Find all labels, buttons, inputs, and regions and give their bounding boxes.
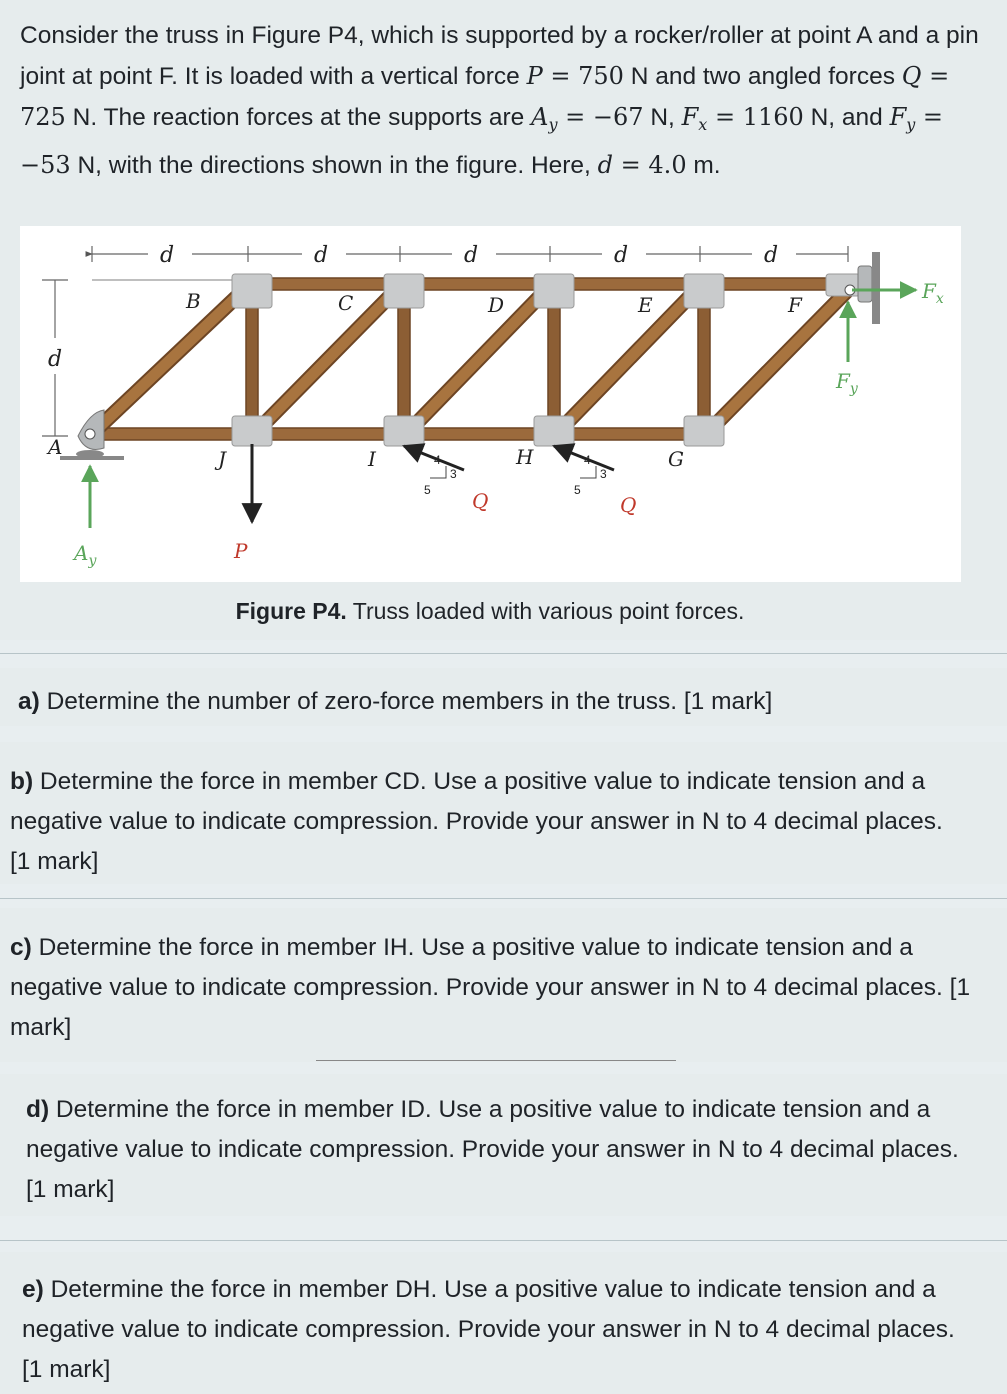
question-a-label: a): [18, 688, 40, 715]
pin-support-f: [845, 252, 880, 324]
dim-label-5: d: [764, 243, 779, 268]
load-label-q2: Q: [620, 493, 637, 517]
node-label-j: J: [218, 447, 227, 471]
question-d: [0, 1074, 1007, 1216]
slope-run-2: 4: [584, 453, 591, 467]
question-b: [0, 742, 1007, 884]
intro-text-2: N and two angled forces: [623, 63, 902, 90]
question-b-label: b): [10, 768, 34, 795]
intro-text-6: N, with the directions shown in the figure. Here,: [70, 152, 598, 179]
math-Fy-sub: y: [906, 115, 916, 134]
node-label-d: D: [488, 293, 505, 317]
math-Ay-sub: y: [548, 115, 558, 134]
math-Fy: F: [889, 103, 907, 131]
math-P-value: = 750: [542, 62, 624, 90]
node-label-g: G: [668, 447, 684, 471]
truss-diagram: [20, 226, 961, 582]
slope-hyp-1: 5: [424, 483, 431, 497]
intro-text-4: N,: [643, 104, 682, 131]
math-Fx: F: [681, 103, 699, 131]
node-label-b: B: [186, 289, 201, 313]
question-e: [0, 1252, 1007, 1394]
figure-caption: [0, 598, 980, 625]
intro-text-3: N. The reaction forces at the supports are: [65, 104, 532, 131]
question-c-label: c): [10, 934, 32, 961]
problem-statement: [20, 16, 980, 186]
dim-label-1: d: [160, 243, 175, 268]
dim-label-vertical: d: [48, 347, 63, 372]
question-d-label: d): [26, 1096, 50, 1123]
load-label-fx: $F_x$: [922, 279, 944, 307]
slope-hyp-2: 5: [574, 483, 581, 497]
question-a: [0, 668, 1007, 726]
question-a-text: Determine the number of zero-force members in the truss. [1 mark]: [39, 688, 773, 715]
intro-text-5: N, and: [803, 104, 890, 131]
slope-run-1: 4: [434, 453, 441, 467]
node-label-c: C: [338, 291, 354, 315]
slope-rise-1: 3: [450, 467, 457, 481]
load-label-ay: $A_y$: [74, 541, 97, 569]
truss-members: [84, 278, 868, 440]
divider: [0, 653, 1007, 654]
caption-text: Truss loaded with various point forces.: [346, 598, 745, 624]
divider: [0, 898, 1007, 899]
node-label-a: A: [48, 435, 63, 459]
node-label-i: I: [368, 447, 376, 471]
math-Q: Q: [901, 62, 922, 90]
node-label-e: E: [638, 293, 653, 317]
math-Ay-value: = −67: [557, 103, 644, 131]
dim-label-3: d: [464, 243, 479, 268]
question-c: [0, 908, 1007, 1062]
node-label-f: F: [788, 293, 802, 317]
intro-text-1: Consider the truss in Figure P4, which is supported by a rocker/roller at point A and a pin joint at point F. It is loaded with a vertical force: [20, 22, 979, 90]
divider: [0, 1240, 1007, 1241]
question-e-text: Determine the force in member DH. Use a positive value to indicate tension and a negative value to indicate compression. Provide your answer in N to 4 decimal places. [1 mark]: [22, 1276, 955, 1383]
caption-bold: Figure P4.: [235, 598, 347, 624]
problem-intro: [0, 0, 1007, 640]
answer-line: [316, 1060, 676, 1061]
load-label-fy: $F_y$: [836, 369, 858, 397]
math-d-value: = 4.0: [613, 151, 687, 179]
node-label-h: H: [516, 445, 534, 469]
math-Fx-sub: x: [698, 115, 708, 134]
question-c-text: Determine the force in member IH. Use a positive value to indicate tension and a negative value to indicate compression. Provide your answer in N to 4 decimal places. [1 mark]: [10, 934, 971, 1041]
question-e-label: e): [22, 1276, 44, 1303]
math-Q-value: = 725: [20, 62, 950, 131]
math-d: d: [597, 151, 614, 179]
intro-text-7: m.: [686, 152, 721, 179]
math-Ay: A: [531, 103, 549, 131]
math-Fx-value: = 1160: [707, 103, 804, 131]
truss-figure: [20, 226, 961, 582]
dim-label-4: d: [614, 243, 629, 268]
question-d-text: Determine the force in member ID. Use a positive value to indicate tension and a negative value to indicate compression. Provide your answer in N to 4 decimal places. [1 mark]: [26, 1096, 959, 1203]
load-label-p: P: [234, 539, 248, 563]
dim-label-2: d: [314, 243, 329, 268]
math-P: P: [526, 62, 543, 90]
question-b-text: Determine the force in member CD. Use a positive value to indicate tension and a negative value to indicate compression. Provide your answer in N to 4 decimal places. [1 mark]: [10, 768, 943, 875]
math-Fy-value: = −53: [20, 103, 944, 179]
load-label-q1: Q: [472, 489, 489, 513]
slope-rise-2: 3: [600, 467, 607, 481]
